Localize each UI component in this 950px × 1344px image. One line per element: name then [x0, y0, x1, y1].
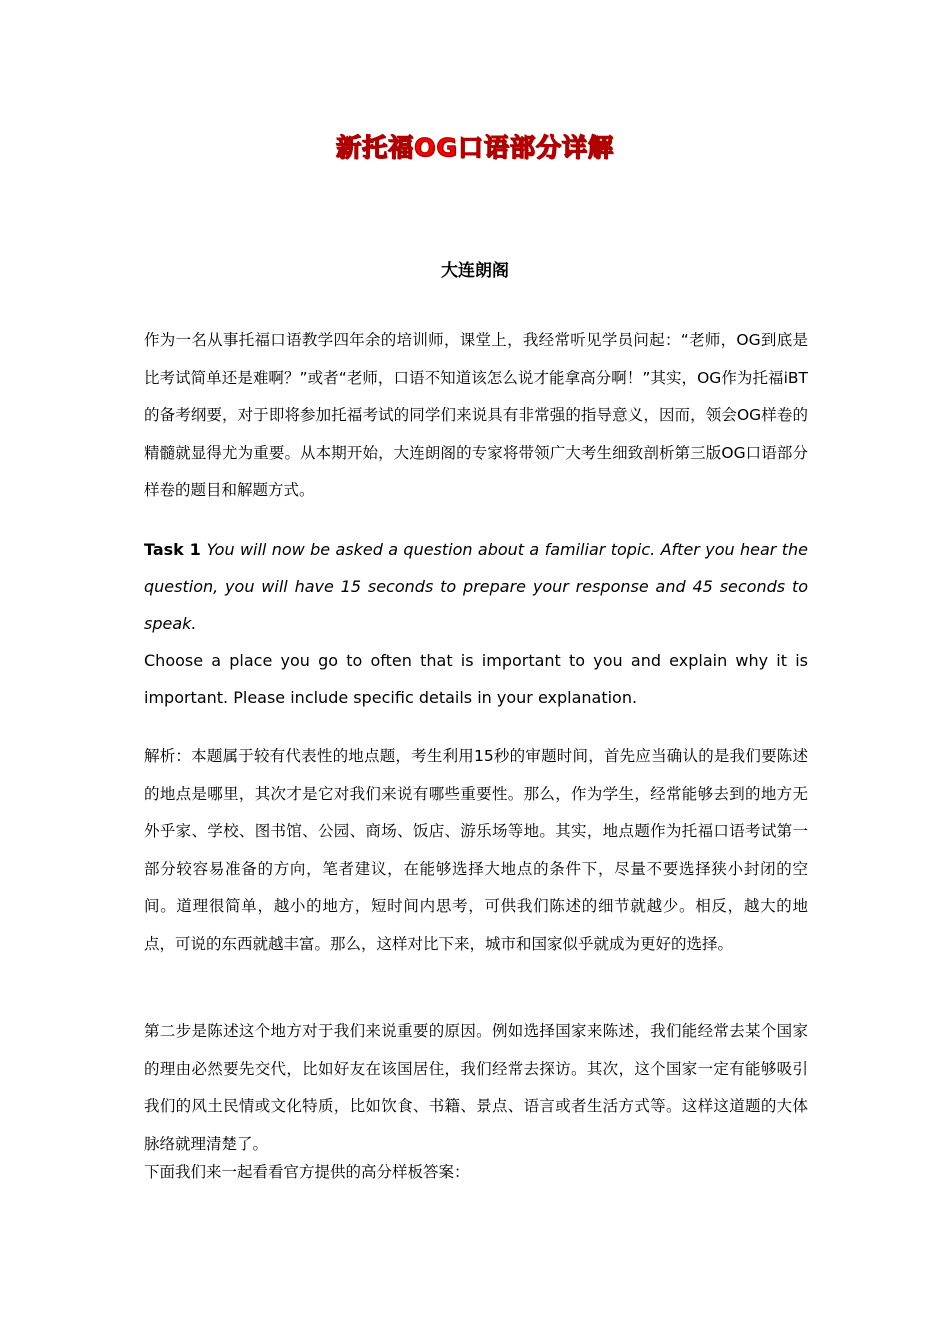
closing-paragraph: 下面我们来一起看看官方提供的高分样板答案：: [144, 1163, 470, 1181]
document-subtitle: 大连朗阁: [441, 261, 509, 281]
task1-section: [144, 531, 808, 716]
intro-paragraph: 作为一名从事托福口语教学四年余的培训师，课堂上，我经常听见学员问起：“老师，OG到底是比考试简单还是难啊？”或者“老师，口语不知道该怎么说才能拿高分啊！”其实，OG作为托福iBT的备考纲要，对于即将参加托福考试的同学们来说具有非常强的指导意义，因而，领会OG样卷的精髓就显得尤为重要。从本期开始，大连朗阁的专家将带领广大考生细致剖析第三版OG口语部分样卷的题目和解题方式。: [144, 331, 808, 499]
analysis-paragraph: 解析：本题属于较有代表性的地点题，考生利用15秒的审题时间，首先应当确认的是我们要陈述的地点是哪里，其次才是它对我们来说有哪些重要性。那么，作为学生，经常能够去到的地方无外乎家、学校、图书馆、公园、商场、饭店、游乐场等地。其实，地点题作为托福口语考试第一部分较容易准备的方向，笔者建议，在能够选择大地点的条件下，尽量不要选择狭小封闭的空间。道理很简单，越小的地方，短时间内思考，可供我们陈述的细节就越少。相反，越大的地点，可说的东西就越丰富。那么，这样对比下来，城市和国家似乎就成为更好的选择。: [144, 747, 808, 953]
task1-prompt: Choose a place you go to often that is important to you and explain why it is important. Please include specific details in your explanation.: [144, 651, 808, 707]
task1-label: Task 1: [144, 540, 207, 559]
task1-instruction: You will now be asked a question about a familiar topic. After you hear the question, you will have 15 seconds to prepare your response and 45 seconds to speak.: [144, 540, 808, 633]
document-title: 新托福OG口语部分详解: [336, 133, 614, 162]
step2-paragraph: 第二步是陈述这个地方对于我们来说重要的原因。例如选择国家来陈述，我们能经常去某个国家的理由必然要先交代，比如好友在该国居住，我们经常去探访。其次，这个国家一定有能够吸引我们的风土民情或文化特质，比如饮食、书籍、景点、语言或者生活方式等。这样这道题的大体脉络就理清楚了。: [144, 1022, 808, 1153]
